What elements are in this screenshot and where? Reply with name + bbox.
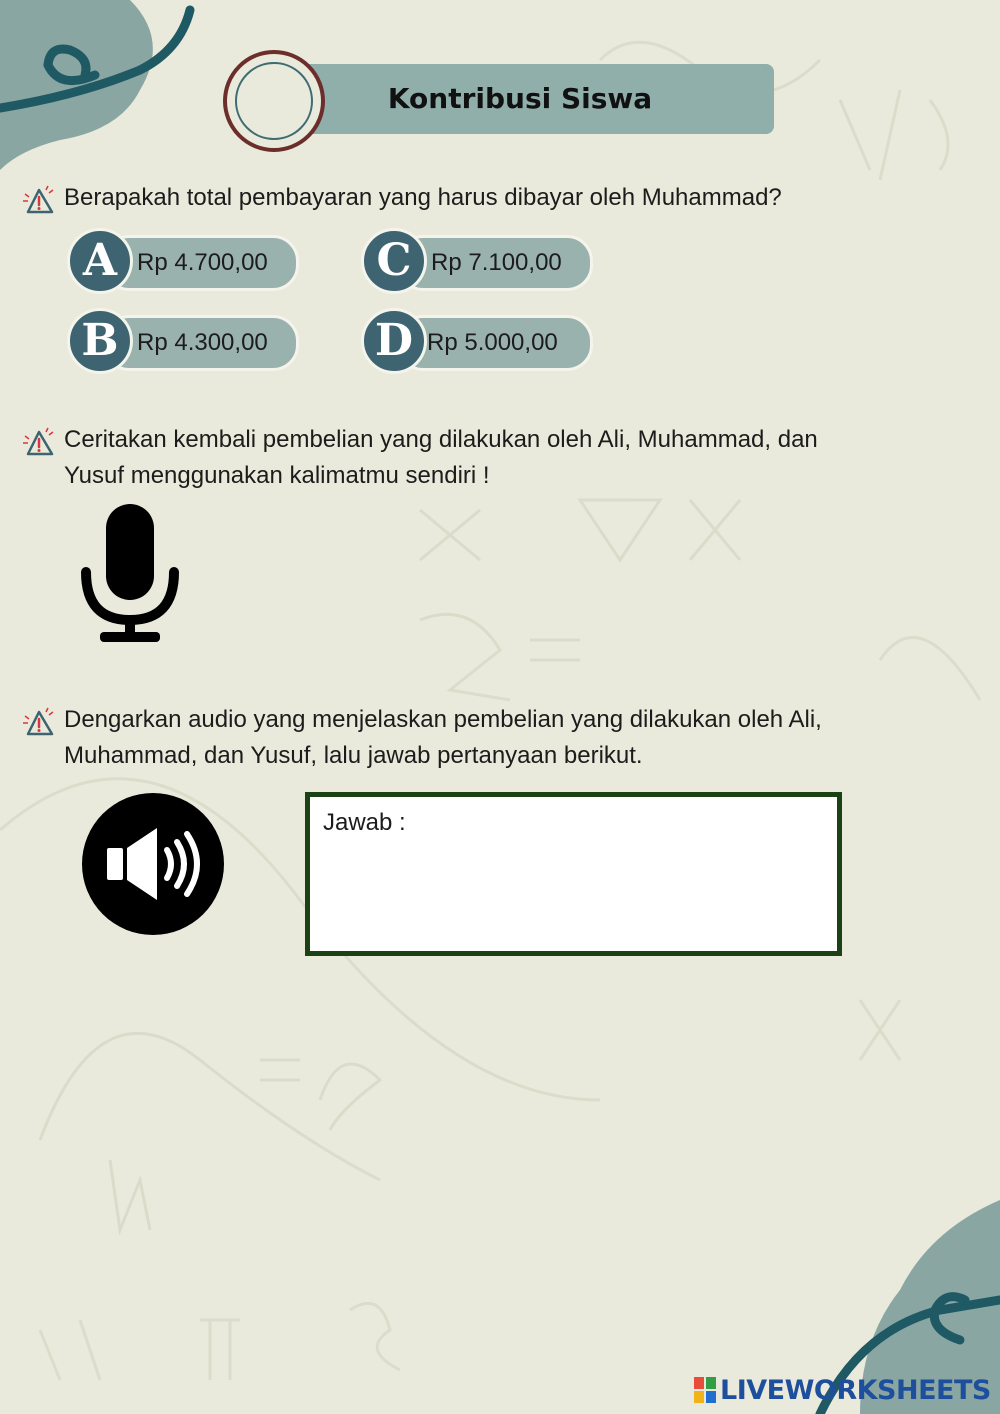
option-b-value: Rp 4.300,00 [137, 329, 268, 356]
option-c-value: Rp 7.100,00 [431, 249, 562, 276]
question-2-line-2: Yusuf menggunakan kalimatmu sendiri ! [64, 462, 490, 489]
option-b-letter: B [67, 308, 133, 374]
question-3-line-2: Muhammad, dan Yusuf, lalu jawab pertanyaan berikut. [64, 742, 643, 769]
question-2-line-1: Ceritakan kembali pembelian yang dilakukan oleh Ali, Muhammad, dan [64, 426, 818, 453]
option-d-value: Rp 5.000,00 [427, 329, 558, 356]
option-a-letter: A [67, 228, 133, 294]
answer-input-box[interactable] [305, 792, 842, 956]
page-title: Kontribusi Siswa [387, 82, 653, 115]
option-d[interactable] [361, 308, 591, 374]
alert-triangle-icon [22, 704, 56, 738]
alert-triangle-icon [22, 424, 56, 458]
option-a[interactable] [67, 228, 297, 294]
question-3-line-1: Dengarkan audio yang menjelaskan pembelian yang dilakukan oleh Ali, [64, 706, 822, 733]
question-2-text [64, 422, 944, 494]
option-b[interactable] [67, 308, 297, 374]
answer-label: Jawab : [323, 809, 406, 836]
option-d-letter: D [361, 308, 427, 374]
question-3-text [64, 702, 944, 774]
option-c-letter: C [361, 228, 427, 294]
speaker-icon[interactable] [81, 792, 225, 936]
option-a-value: Rp 4.700,00 [137, 249, 268, 276]
liveworksheets-wordmark: LIVEWORKSHEETS [720, 1374, 991, 1406]
liveworksheets-logo-icon [694, 1377, 716, 1403]
alert-triangle-icon [22, 182, 56, 216]
question-1-text: Berapakah total pembayaran yang harus dibayar oleh Muhammad? [64, 184, 782, 211]
microphone-icon[interactable] [78, 502, 182, 646]
option-c[interactable] [361, 228, 591, 294]
liveworksheets-logo [694, 1372, 991, 1408]
